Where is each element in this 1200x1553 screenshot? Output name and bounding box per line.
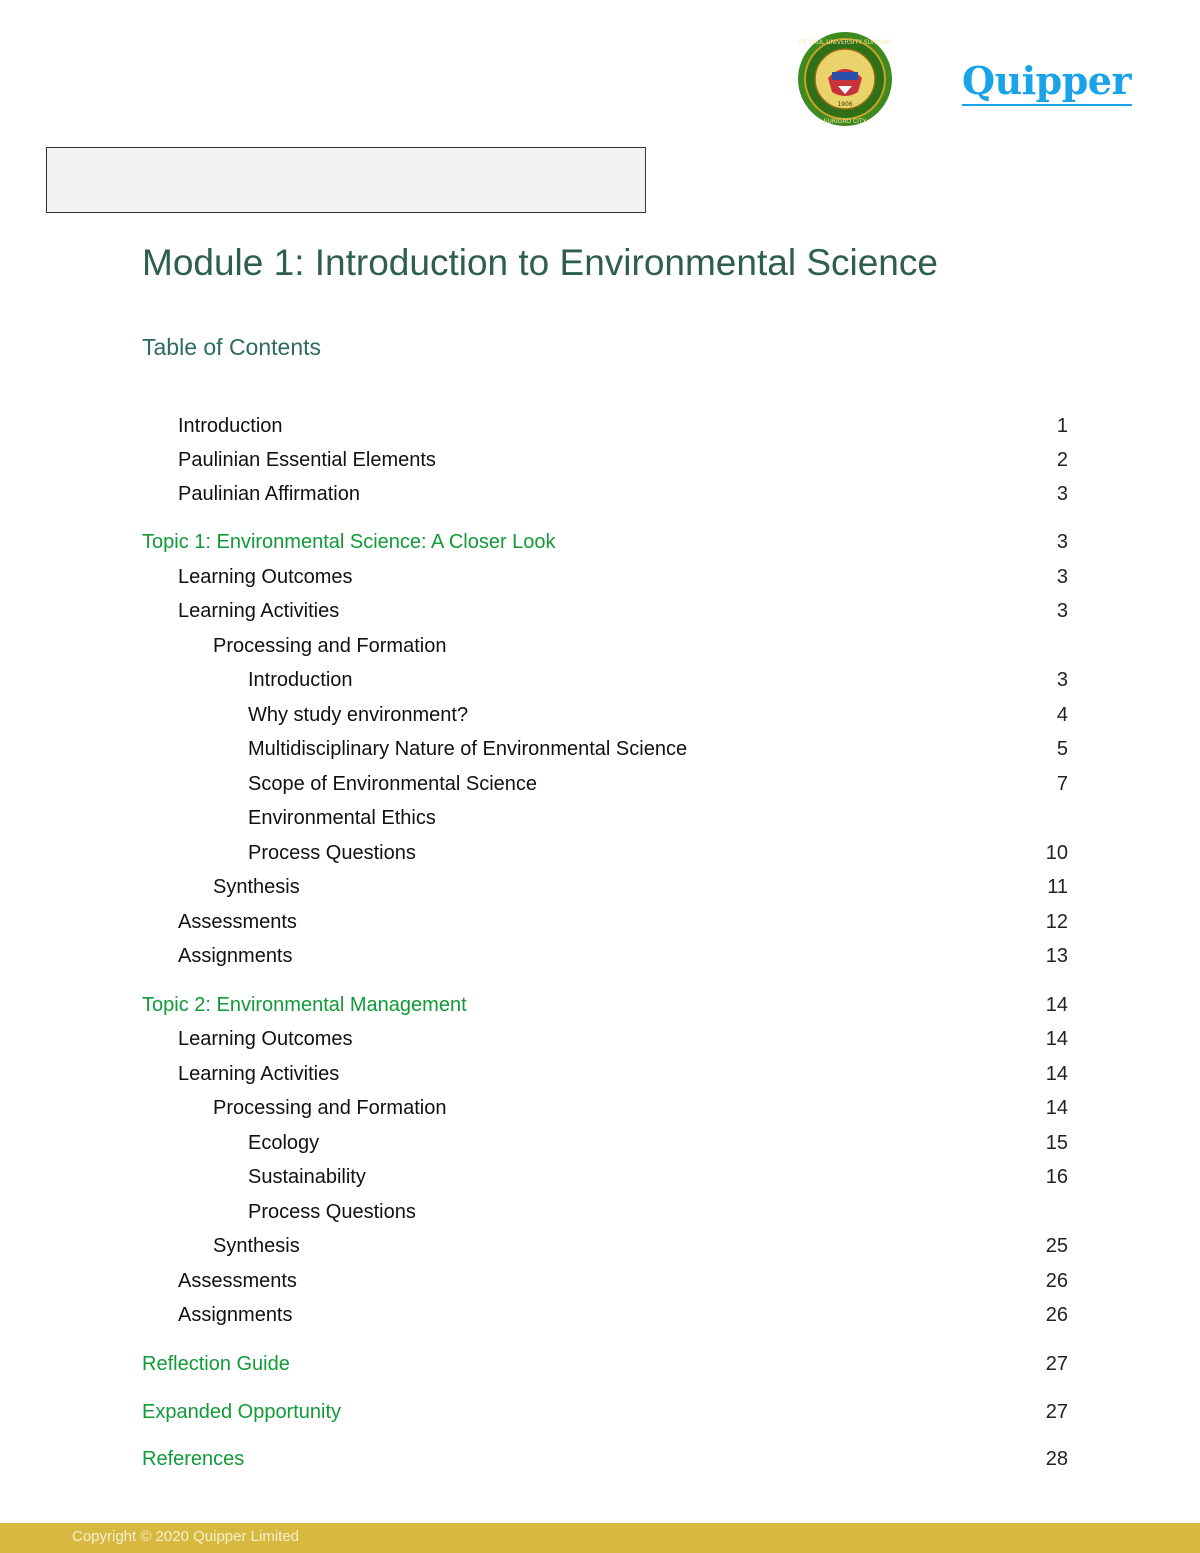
toc-entry[interactable]: [0, 1264, 1200, 1298]
toc-entry[interactable]: [0, 732, 1200, 766]
toc-entry-page: 14: [1045, 994, 1068, 1016]
toc-entry-page: 28: [1045, 1448, 1068, 1470]
toc-entry-label: Processing and Formation: [213, 1097, 447, 1119]
toc-entry[interactable]: [0, 1442, 1200, 1476]
toc-entry-label: Ecology: [248, 1132, 320, 1154]
seal-year-text: 1906: [837, 101, 853, 108]
toc-entry-label: Learning Activities: [178, 600, 340, 622]
toc-entry-label: Introduction: [248, 669, 353, 691]
toc-entry-page: 14: [1045, 1028, 1068, 1050]
toc-entry[interactable]: [0, 560, 1200, 594]
toc-entry-page: 5: [1056, 738, 1068, 760]
toc-entry[interactable]: [0, 477, 1200, 511]
toc-entry[interactable]: [0, 443, 1200, 477]
toc-entry-label: Assignments: [178, 1304, 293, 1326]
toc-entry-page: 3: [1056, 483, 1068, 505]
toc-entry-label: References: [142, 1448, 245, 1470]
toc-entry-page: 16: [1045, 1166, 1068, 1188]
toc-entry[interactable]: [0, 1160, 1200, 1194]
toc-entry-label: Processing and Formation: [213, 635, 447, 657]
toc-entry-label: Learning Outcomes: [178, 566, 353, 588]
quipper-logo: Quipper: [962, 58, 1132, 106]
toc-entry-label: Topic 2: Environmental Management: [142, 994, 467, 1016]
toc-entry-page: 11: [1047, 876, 1068, 898]
toc-entry[interactable]: [0, 409, 1200, 443]
toc-entry-page: 14: [1045, 1063, 1068, 1085]
toc-entry-page: 4: [1056, 704, 1068, 726]
toc-entry-label: Paulinian Essential Elements: [178, 449, 436, 471]
toc-entry-label: Paulinian Affirmation: [178, 483, 360, 505]
toc-entry[interactable]: [0, 801, 1200, 835]
toc-entry[interactable]: [0, 663, 1200, 697]
toc-entry[interactable]: [0, 629, 1200, 663]
toc-entry-page: 3: [1056, 531, 1068, 553]
toc-entry-label: Assessments: [178, 1270, 297, 1292]
toc-entry-page: 10: [1045, 842, 1068, 864]
toc-entry[interactable]: [0, 525, 1200, 559]
toc-entry-page: 25: [1045, 1235, 1068, 1257]
toc-entry-page: 2: [1056, 449, 1068, 471]
toc-entry-label: Multidisciplinary Nature of Environmental Science: [248, 738, 688, 760]
toc-entry-label: Expanded Opportunity: [142, 1401, 342, 1423]
toc-entry[interactable]: [0, 767, 1200, 801]
toc-entry-page: 27: [1045, 1401, 1068, 1423]
toc-entry-label: Why study environment?: [248, 704, 469, 726]
toc-entry-label: Learning Outcomes: [178, 1028, 353, 1050]
copyright-text: Copyright © 2020 Quipper Limited: [72, 1528, 300, 1545]
toc-entry-label: Topic 1: Environmental Science: A Closer Look: [142, 531, 556, 553]
toc-entry-label: Reflection Guide: [142, 1353, 290, 1375]
toc-heading: Table of Contents: [142, 334, 322, 360]
toc-entry[interactable]: [0, 1298, 1200, 1332]
toc-entry[interactable]: [0, 1022, 1200, 1056]
toc-entry[interactable]: [0, 836, 1200, 870]
toc-entry-page: 12: [1045, 911, 1068, 933]
toc-entry-label: Process Questions: [248, 842, 416, 864]
toc-entry[interactable]: [0, 698, 1200, 732]
toc-entry-label: Learning Activities: [178, 1063, 340, 1085]
toc-entry-page: 3: [1056, 669, 1068, 691]
toc-entry[interactable]: [0, 1395, 1200, 1429]
toc-entry[interactable]: [0, 988, 1200, 1022]
toc-entry-page: 3: [1056, 566, 1068, 588]
toc-entry[interactable]: [0, 939, 1200, 973]
toc-entry-label: Assignments: [178, 945, 293, 967]
toc-entry[interactable]: [0, 1057, 1200, 1091]
toc-entry-label: Introduction: [178, 415, 283, 437]
toc-entry-page: 1: [1056, 415, 1068, 437]
footer-bar: [0, 1523, 1200, 1553]
module-title: Module 1: Introduction to Environmental Science: [142, 242, 938, 283]
toc-entry-page: 26: [1045, 1304, 1068, 1326]
toc-entry-label: Synthesis: [213, 876, 300, 898]
toc-entry[interactable]: [0, 905, 1200, 939]
toc-entry-page: 3: [1056, 600, 1068, 622]
toc-entry[interactable]: [0, 1347, 1200, 1381]
toc-entry[interactable]: [0, 870, 1200, 904]
toc-entry-label: Sustainability: [248, 1166, 366, 1188]
toc-entry[interactable]: [0, 1126, 1200, 1160]
toc-entry-page: 7: [1056, 773, 1068, 795]
toc-entry[interactable]: [0, 594, 1200, 628]
seal-bottom-text: SURIGAO CITY: [823, 118, 867, 125]
toc-entry[interactable]: [0, 1195, 1200, 1229]
toc-entry-label: Process Questions: [248, 1201, 416, 1223]
toc-entry-page: 27: [1045, 1353, 1068, 1375]
toc-entry-label: Scope of Environmental Science: [248, 773, 538, 795]
toc-entry-page: 14: [1045, 1097, 1068, 1119]
toc-entry-label: Environmental Ethics: [248, 807, 436, 829]
toc-entry-page: 13: [1045, 945, 1068, 967]
toc-entry-label: Synthesis: [213, 1235, 300, 1257]
toc-entry[interactable]: [0, 1229, 1200, 1263]
toc-entry-page: 15: [1045, 1132, 1068, 1154]
toc-entry[interactable]: [0, 1091, 1200, 1125]
toc-entry-label: Assessments: [178, 911, 297, 933]
seal-top-text: ST. PAUL UNIVERSITY SURIGAO: [798, 39, 892, 46]
toc-entry-page: 26: [1045, 1270, 1068, 1292]
